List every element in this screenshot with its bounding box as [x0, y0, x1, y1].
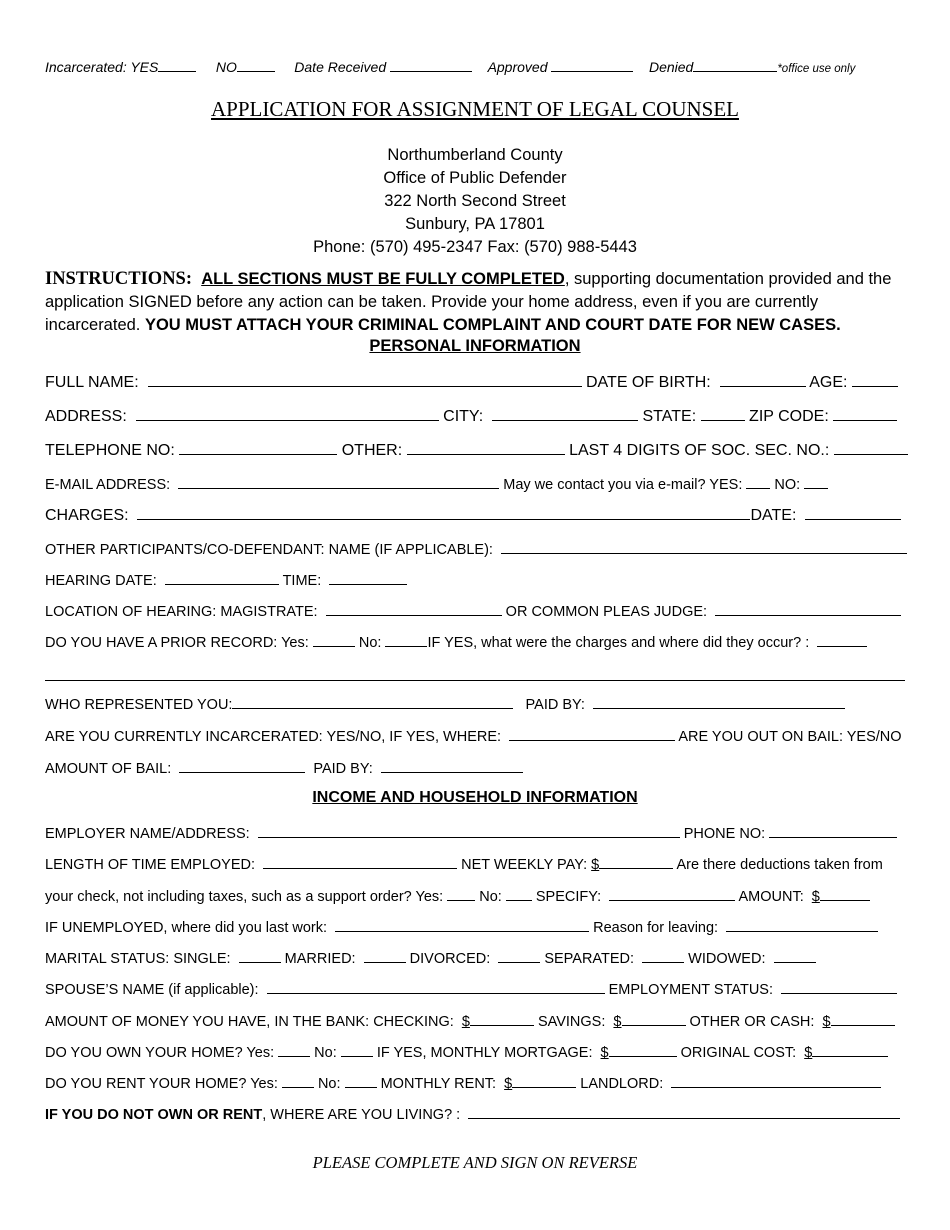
row-deductions	[45, 885, 915, 905]
row-hearing-location	[45, 601, 915, 620]
charges-field[interactable]	[137, 505, 750, 520]
rent-home-yes-field[interactable]	[282, 1072, 314, 1088]
charges-date-field[interactable]	[805, 505, 901, 520]
landlord-label: LANDLORD:	[580, 1076, 664, 1092]
row-hearing-date	[45, 570, 915, 589]
bail-paid-by-label: PAID BY:	[313, 761, 373, 777]
office-street: 322 North Second Street	[384, 192, 566, 210]
checking-field[interactable]	[470, 1010, 534, 1026]
reason-leaving-field[interactable]	[726, 916, 878, 932]
full-name-label: FULL NAME:	[45, 374, 139, 391]
employer-field[interactable]	[258, 822, 680, 838]
row-charges	[45, 505, 915, 525]
email-label: E-MAIL ADDRESS:	[45, 477, 171, 493]
prior-record-details-field[interactable]	[817, 632, 867, 647]
instructions-emphasis: ALL SECTIONS MUST BE FULLY COMPLETED	[201, 270, 565, 288]
office-name: Office of Public Defender	[383, 169, 567, 187]
bail-amount-label: AMOUNT OF BAIL:	[45, 761, 172, 777]
income-heading: INCOME AND HOUSEHOLD INFORMATION	[312, 789, 638, 806]
marital-married-label: MARRIED:	[284, 951, 356, 967]
monthly-rent-dollar-sign: $	[504, 1076, 513, 1092]
email-field[interactable]	[178, 473, 499, 489]
state-label: STATE:	[642, 408, 697, 425]
employer-phone-label: PHONE NO:	[683, 826, 766, 842]
employer-label: EMPLOYER NAME/ADDRESS:	[45, 826, 250, 842]
spouse-name-field[interactable]	[267, 978, 605, 994]
specify-field[interactable]	[609, 885, 735, 901]
savings-label: SAVINGS:	[537, 1014, 606, 1030]
net-pay-field[interactable]	[599, 853, 673, 869]
row-marital-status	[45, 947, 915, 967]
marital-separated-field[interactable]	[642, 947, 684, 963]
marital-married-field[interactable]	[364, 947, 406, 963]
incarcerated-yes-field[interactable]	[158, 57, 196, 72]
last-work-field[interactable]	[335, 916, 589, 932]
represented-field[interactable]	[232, 694, 513, 709]
other-cash-dollar-sign: $	[822, 1014, 831, 1030]
prior-record-yes-field[interactable]	[313, 632, 355, 647]
county-name: Northumberland County	[387, 146, 563, 164]
denied-date-field[interactable]	[693, 57, 777, 72]
marital-divorced-field[interactable]	[498, 947, 540, 963]
represented-paid-by-field[interactable]	[593, 694, 845, 709]
state-field[interactable]	[701, 405, 745, 421]
row-spouse	[45, 978, 915, 998]
hearing-date-field[interactable]	[165, 570, 279, 585]
row-living-situation	[45, 1103, 915, 1123]
own-home-no-label: No:	[314, 1045, 337, 1061]
rent-home-label: DO YOU RENT YOUR HOME? Yes:	[45, 1076, 278, 1092]
instructions	[45, 268, 905, 337]
denied-label: Denied	[648, 59, 694, 75]
form-title: APPLICATION FOR ASSIGNMENT OF LEGAL COUNSEL	[211, 97, 739, 121]
address-label: ADDRESS:	[45, 408, 127, 425]
row-own-home	[45, 1041, 915, 1061]
office-address-block	[45, 144, 905, 259]
hearing-time-field[interactable]	[329, 570, 407, 585]
marital-separated-label: SEPARATED:	[544, 951, 635, 967]
marital-single-field[interactable]	[239, 947, 281, 963]
prior-record-details-line[interactable]	[45, 680, 905, 681]
dob-field[interactable]	[720, 371, 806, 387]
office-phone-fax: Phone: (570) 495-2347 Fax: (570) 988-5443	[313, 238, 637, 256]
living-where-field[interactable]	[468, 1103, 900, 1119]
codefendant-field[interactable]	[501, 539, 907, 554]
instructions-text: , supporting documentation provided and the application SIGNED before any action can be taken. Provide your home address, even if you are currently incarcerated.	[45, 270, 892, 334]
email-contact-no-field[interactable]	[804, 473, 828, 489]
living-where-label: , WHERE ARE YOU LIVING? :	[262, 1107, 461, 1123]
bail-question: ARE YOU OUT ON BAIL: YES/NO	[678, 729, 902, 745]
bail-paid-by-field[interactable]	[381, 758, 523, 773]
dob-label: DATE OF BIRTH:	[586, 374, 711, 391]
own-home-label: DO YOU OWN YOUR HOME? Yes:	[45, 1045, 275, 1061]
mortgage-dollar-sign: $	[600, 1045, 609, 1061]
row-codefendant	[45, 539, 915, 558]
employer-phone-field[interactable]	[769, 822, 897, 838]
specify-label: SPECIFY:	[535, 889, 602, 905]
common-pleas-field[interactable]	[715, 601, 901, 616]
incarcerated-no-field[interactable]	[237, 57, 275, 72]
approved-date-field[interactable]	[551, 57, 633, 72]
date-received-label: Date Received	[294, 59, 387, 75]
other-phone-label: OTHER:	[341, 442, 403, 459]
reverse-note: PLEASE COMPLETE AND SIGN ON REVERSE	[312, 1153, 638, 1172]
unemployed-label: IF UNEMPLOYED, where did you last work:	[45, 920, 328, 936]
prior-record-no-field[interactable]	[385, 632, 427, 647]
zip-label: ZIP CODE:	[749, 408, 829, 425]
email-contact-yes-field[interactable]	[746, 473, 770, 489]
full-name-field[interactable]	[148, 371, 582, 387]
email-contact-label: May we contact you via e-mail? YES:	[503, 477, 743, 493]
marital-widowed-field[interactable]	[774, 947, 816, 963]
row-address	[45, 405, 915, 426]
deductions-no-label: No:	[479, 889, 502, 905]
instructions-label: INSTRUCTIONS:	[45, 269, 193, 289]
prior-record-label: DO YOU HAVE A PRIOR RECORD: Yes:	[45, 635, 309, 651]
checking-dollar-sign: $	[461, 1014, 470, 1030]
marital-widowed-label: WIDOWED:	[688, 951, 766, 967]
age-field[interactable]	[852, 371, 898, 387]
row-telephone	[45, 439, 915, 460]
office-use-note: *office use only	[777, 63, 856, 75]
original-cost-label: ORIGINAL COST:	[680, 1045, 797, 1061]
represented-paid-by-label: PAID BY:	[525, 697, 585, 713]
city-field[interactable]	[492, 405, 638, 421]
incarcerated-where-label: ARE YOU CURRENTLY INCARCERATED: YES/NO, IF YES, WHERE:	[45, 729, 502, 745]
incarcerated-where-field[interactable]	[509, 726, 675, 741]
zip-field[interactable]	[833, 405, 897, 421]
length-employed-label: LENGTH OF TIME EMPLOYED:	[45, 857, 256, 873]
deduction-amount-label: AMOUNT:	[738, 889, 804, 905]
address-field[interactable]	[136, 405, 439, 421]
approved-label: Approved	[487, 59, 548, 75]
row-email	[45, 473, 915, 493]
deduction-amount-dollar-sign: $	[811, 889, 820, 905]
savings-field[interactable]	[622, 1010, 686, 1026]
original-cost-dollar-sign: $	[804, 1045, 813, 1061]
marital-divorced-label: DIVORCED:	[409, 951, 491, 967]
deductions-question-part2: your check, not including taxes, such as a support order? Yes:	[45, 889, 444, 905]
deductions-question-part1: Are there deductions taken from	[676, 857, 883, 873]
row-full-name	[45, 371, 915, 392]
charges-date-label: DATE:	[750, 507, 797, 524]
row-rent-home	[45, 1072, 915, 1092]
city-label: CITY:	[443, 408, 484, 425]
ssn-field[interactable]	[834, 439, 908, 455]
monthly-rent-label: MONTHLY RENT:	[380, 1076, 497, 1092]
age-label: AGE:	[809, 374, 848, 391]
email-contact-no-label: NO:	[774, 477, 801, 493]
checking-label: AMOUNT OF MONEY YOU HAVE, IN THE BANK: CHECKING:	[45, 1014, 454, 1030]
marital-single-label: MARITAL STATUS: SINGLE:	[45, 951, 231, 967]
row-money	[45, 1010, 915, 1030]
date-received-field[interactable]	[390, 57, 472, 72]
employment-status-label: EMPLOYMENT STATUS:	[608, 982, 773, 998]
reason-leaving-label: Reason for leaving:	[593, 920, 719, 936]
telephone-field[interactable]	[179, 439, 337, 455]
other-phone-field[interactable]	[407, 439, 565, 455]
other-cash-label: OTHER OR CASH:	[689, 1014, 815, 1030]
rent-home-no-label: No:	[317, 1076, 341, 1092]
codefendant-label: OTHER PARTICIPANTS/CO-DEFENDANT: NAME (IF APPLICABLE):	[45, 542, 493, 558]
not-own-rent-bold-label: IF YOU DO NOT OWN OR RENT	[45, 1107, 263, 1123]
employment-status-field[interactable]	[781, 978, 897, 994]
original-cost-field[interactable]	[812, 1041, 888, 1057]
magistrate-label: LOCATION OF HEARING: MAGISTRATE:	[45, 604, 318, 620]
spouse-name-label: SPOUSE’S NAME (if applicable):	[45, 982, 259, 998]
rent-home-no-field[interactable]	[345, 1072, 377, 1088]
row-bail-amount	[45, 758, 915, 777]
office-use-line	[45, 57, 905, 75]
row-prior-record	[45, 632, 915, 651]
own-home-no-field[interactable]	[341, 1041, 373, 1057]
ssn-label: LAST 4 DIGITS OF SOC. SEC. NO.:	[569, 442, 830, 459]
incarcerated-no-label: NO	[215, 59, 237, 75]
instructions-bold-text: YOU MUST ATTACH YOUR CRIMINAL COMPLAINT AND COURT DATE FOR NEW CASES.	[144, 316, 841, 334]
net-pay-label: NET WEEKLY PAY:	[461, 857, 588, 873]
incarcerated-label: Incarcerated: YES	[45, 59, 159, 75]
monthly-rent-field[interactable]	[512, 1072, 576, 1088]
net-pay-dollar-sign: $	[591, 857, 600, 873]
telephone-label: TELEPHONE NO:	[45, 442, 175, 459]
bail-amount-field[interactable]	[179, 758, 305, 773]
row-incarcerated	[45, 726, 915, 745]
length-employed-field[interactable]	[263, 853, 457, 869]
row-employer	[45, 822, 915, 842]
row-length-employed	[45, 853, 915, 873]
common-pleas-label: OR COMMON PLEAS JUDGE:	[505, 604, 708, 620]
deductions-yes-field[interactable]	[447, 885, 475, 901]
represented-label: WHO REPRESENTED YOU:	[45, 697, 233, 713]
hearing-date-label: HEARING DATE:	[45, 573, 157, 589]
own-home-yes-field[interactable]	[278, 1041, 310, 1057]
other-cash-field[interactable]	[831, 1010, 895, 1026]
savings-dollar-sign: $	[613, 1014, 622, 1030]
personal-info-heading: PERSONAL INFORMATION	[369, 337, 581, 355]
prior-record-no-label: No:	[358, 635, 382, 651]
charges-label: CHARGES:	[45, 507, 129, 524]
office-city: Sunbury, PA 17801	[405, 215, 545, 233]
deductions-no-field[interactable]	[506, 885, 532, 901]
mortgage-label: IF YES, MONTHLY MORTGAGE:	[376, 1045, 593, 1061]
magistrate-field[interactable]	[326, 601, 502, 616]
hearing-time-label: TIME:	[282, 573, 322, 589]
landlord-field[interactable]	[671, 1072, 881, 1088]
prior-record-question: IF YES, what were the charges and where did they occur? :	[427, 635, 810, 651]
mortgage-field[interactable]	[609, 1041, 677, 1057]
row-representation	[45, 694, 915, 713]
row-unemployed	[45, 916, 915, 936]
deduction-amount-field[interactable]	[820, 885, 870, 901]
